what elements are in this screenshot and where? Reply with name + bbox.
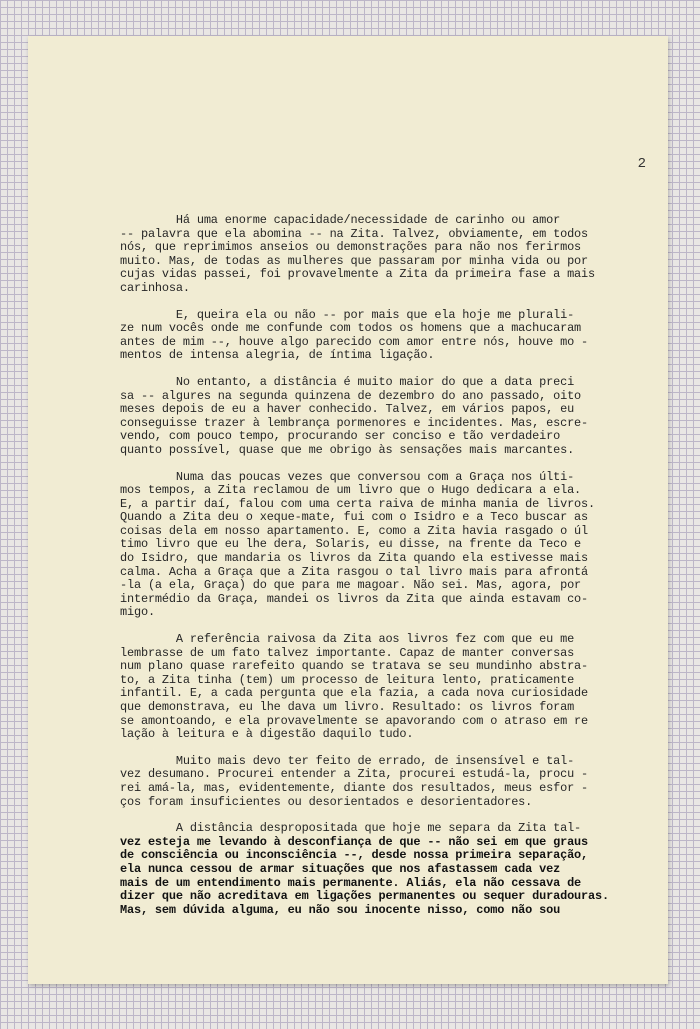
text-line: Muito mais devo ter feito de errado, de insensível e tal- <box>120 753 575 768</box>
text-line: de consciência ou inconsciência --, desde nossa primeira separação, <box>120 848 589 863</box>
text-line: ços foram insuficientes ou desorientados e desorientadores. <box>120 794 533 809</box>
text-line: vendo, com pouco tempo, procurando ser conciso e tão verdadeiro <box>120 429 561 444</box>
text-line: calma. Acha a Graça que a Zita rasgou o tal livro mais para afrontá <box>120 564 589 579</box>
text-line: mos tempos, a Zita reclamou de um livro que o Hugo dedicara a ela. <box>120 483 582 498</box>
paragraph <box>120 755 640 809</box>
text-line: migo. <box>120 605 155 620</box>
text-line: do Isidro, que mandaria os livros da Zita quando ela estivesse mais <box>120 551 589 566</box>
text-line: E, queira ela ou não -- por mais que ela hoje me plurali- <box>120 307 575 322</box>
text-line: carinhosa. <box>120 280 190 295</box>
text-line: vez desumano. Procurei entender a Zita, procurei estudá-la, procu - <box>120 767 589 782</box>
text-line: lembrasse de um fato talvez importante. Capaz de manter conversas <box>120 645 575 660</box>
text-line: num plano quase rarefeito quando se tratava se seu mundinho abstra- <box>120 659 589 674</box>
text-line: E, a partir daí, falou com uma certa raiva de minha mania de livros. <box>120 496 596 511</box>
text-line: infantil. E, a cada pergunta que ela fazia, a cada nova curiosidade <box>120 686 589 701</box>
text-line: -- palavra que ela abomina -- na Zita. Talvez, obviamente, em todos <box>120 226 589 241</box>
text-line: conseguisse trazer à lembrança pormenores e incidentes. Mas, escre- <box>120 415 589 430</box>
paragraph <box>120 822 640 917</box>
text-line: Mas, sem dúvida alguma, eu não sou inocente nisso, como não sou <box>120 902 561 917</box>
text-line: quanto possível, quase que me obrigo às sensações mais marcantes. <box>120 442 575 457</box>
paper-sheet <box>28 36 668 984</box>
text-line: dizer que não acreditava em ligações permanentes ou sequer duradouras. <box>120 889 609 904</box>
paragraph <box>120 309 640 363</box>
text-line: antes de mim --, houve algo parecido com amor entre nós, houve mo - <box>120 334 589 349</box>
text-line: rei amá-la, mas, evidentemente, diante dos resultados, meus esfor - <box>120 780 589 795</box>
text-line: to, a Zita tinha (tem) um processo de leitura lento, praticamente <box>120 672 575 687</box>
typewritten-body <box>120 214 640 930</box>
paragraph <box>120 471 640 621</box>
text-line: lação à leitura e à digestão daquilo tudo. <box>120 727 414 742</box>
text-line: -la (a ela, Graça) do que para me magoar. Não sei. Mas, agora, por <box>120 578 582 593</box>
text-line: A distância despropositada que hoje me separa da Zita tal- <box>120 821 582 836</box>
text-line: que demonstrava, eu lhe dava um livro. Resultado: os livros foram <box>120 700 575 714</box>
text-line: cujas vidas passei, foi provavelmente a Zita da primeira fase a mais <box>120 267 596 282</box>
text-line: intermédio da Graça, mandei os livros da Zita que ainda estavam co- <box>120 591 589 606</box>
text-line: Há uma enorme capacidade/necessidade de carinho ou amor <box>120 213 561 227</box>
text-line: ze num vocês onde me confunde com todos os homens que a machucaram <box>120 321 582 336</box>
paragraph <box>120 633 640 742</box>
text-line: vez esteja me levando à desconfiança de que -- não sei em que graus <box>120 834 589 849</box>
text-line: A referência raivosa da Zita aos livros fez com que eu me <box>120 632 575 647</box>
text-line: sa -- algures na segunda quinzena de dezembro do ano passado, oito <box>120 388 582 403</box>
text-line: mentos de intensa alegria, de íntima ligação. <box>120 348 435 363</box>
text-line: ela nunca cessou de armar situações que nos afastassem cada vez <box>120 861 561 876</box>
text-line: nós, que reprimimos anseios ou demonstrações para não nos ferirmos <box>120 240 582 255</box>
text-line: muito. Mas, de todas as mulheres que passaram por minha vida ou por <box>120 253 589 268</box>
text-line: meses depois de eu a haver conhecido. Talvez, em vários papos, eu <box>120 402 575 417</box>
text-line: timo livro que eu lhe dera, Solaris, eu disse, na frente da Teco e <box>120 537 582 552</box>
text-line: coisas dela em nosso apartamento. E, como a Zita havia rasgado o úl <box>120 523 589 538</box>
text-line: Quando a Zita deu o xeque-mate, fui com o Isidro e a Teco buscar as <box>120 510 589 525</box>
text-line: No entanto, a distância é muito maior do que a data preci <box>120 374 575 389</box>
page-number: 2 <box>637 156 646 172</box>
text-line: mais de um entendimento mais permanente. Aliás, ela não cessava de <box>120 875 582 890</box>
paragraph <box>120 376 640 458</box>
text-line: se amontoando, e ela provavelmente se apavorando com o atraso em re <box>120 713 589 728</box>
paragraph <box>120 214 640 296</box>
text-line: Numa das poucas vezes que conversou com a Graça nos últi- <box>120 469 575 484</box>
